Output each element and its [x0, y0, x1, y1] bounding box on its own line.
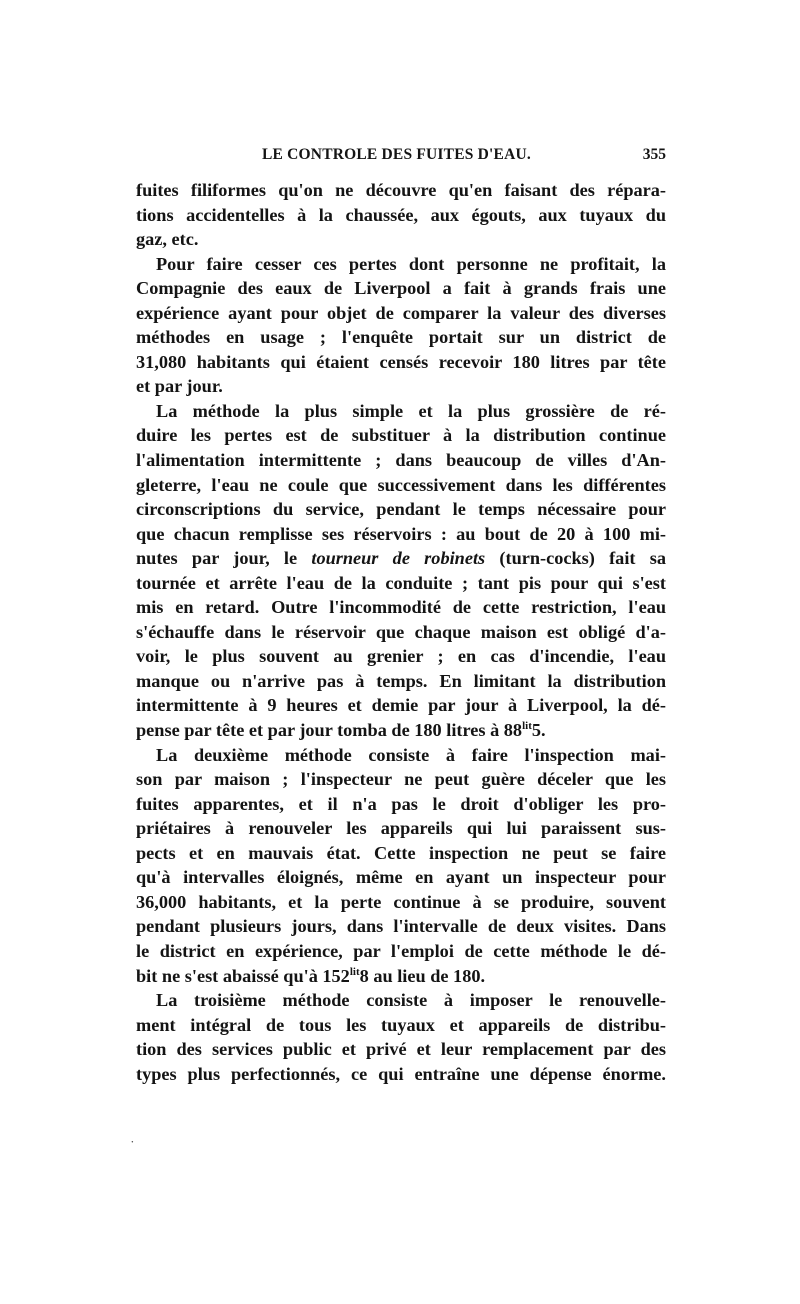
body-text: [136, 178, 666, 1086]
text-line: [136, 350, 666, 375]
text-line: [136, 743, 666, 768]
text-line: [136, 497, 666, 522]
line-text: La troisième méthode consiste à imposer le renouvelle-: [156, 990, 666, 1011]
line-text: voir, le plus souvent au grenier ; en cas d'incendie, l'eau: [136, 646, 666, 667]
line-text: gleterre, l'eau ne coule que successivement dans les différentes: [136, 474, 666, 495]
text-line: [136, 914, 666, 939]
text-line: [136, 595, 666, 620]
text-line: [136, 816, 666, 841]
text-line: [136, 988, 666, 1013]
text-line: [136, 325, 666, 350]
text-line: [136, 571, 666, 596]
line-text: La méthode la plus simple et la plus grossière de ré-: [156, 400, 666, 421]
line-text: expérience ayant pour objet de comparer la valeur des diverses: [136, 302, 666, 323]
line-text: qu'à intervalles éloignés, même en ayant un inspecteur pour: [136, 867, 666, 888]
line-text: Pour faire cesser ces pertes dont personne ne profitait, la: [156, 253, 666, 274]
line-text: que chacun remplisse ses réservoirs : au bout de 20 à 100 mi-: [136, 523, 666, 544]
text-line: [136, 841, 666, 866]
line-text: priétaires à renouveler les appareils qui lui paraissent sus-: [136, 818, 666, 839]
text-line: [136, 252, 666, 277]
page-number: 355: [642, 146, 666, 163]
line-text-before: bit ne s'est abaissé qu'à 152: [136, 965, 350, 986]
text-line: [136, 939, 666, 964]
running-title: LE CONTROLE DES FUITES D'EAU.: [262, 146, 531, 163]
text-line: [136, 718, 666, 743]
line-text: ment intégral de tous les tuyaux et appareils de distribu-: [136, 1014, 666, 1035]
line-text: le district en expérience, par l'emploi de cette méthode le dé-: [136, 940, 666, 961]
line-text: fuites filiformes qu'on ne découvre qu'en faisant des répara-: [136, 180, 666, 200]
line-text: tion des services public et privé et leur remplacement par des: [136, 1039, 666, 1060]
line-text-after: 8 au lieu de 180.: [359, 965, 486, 986]
text-line: [136, 865, 666, 890]
text-line: [136, 964, 666, 989]
text-line: [136, 448, 666, 473]
text-line: [136, 693, 666, 718]
line-text: son par maison ; l'inspecteur ne peut guère déceler que les: [136, 769, 666, 790]
line-text: fuites apparentes, et il n'a pas le droit d'obliger les pro-: [136, 793, 666, 814]
line-text: La deuxième méthode consiste à faire l'inspection mai-: [156, 744, 666, 765]
text-line: [136, 423, 666, 448]
line-text: 31,080 habitants qui étaient censés recevoir 180 litres par tête: [136, 351, 666, 372]
text-line: [136, 767, 666, 792]
line-text: 36,000 habitants, et la perte continue à se produire, souvent: [136, 891, 666, 912]
text-line: [136, 374, 666, 399]
text-line: [136, 792, 666, 817]
line-text: manque ou n'arrive pas à temps. En limitant la distribution: [136, 670, 666, 691]
line-text: Compagnie des eaux de Liverpool a fait à grands frais une: [136, 278, 666, 299]
line-text: mis en retard. Outre l'incommodité de cette restriction, l'eau: [136, 597, 666, 618]
line-text: types plus perfectionnés, ce qui entraîne une dépense énorme.: [136, 1063, 666, 1084]
unit-superscript: lit: [522, 719, 532, 732]
line-text: pendant plusieurs jours, dans l'intervalle de deux visites. Dans: [136, 916, 666, 937]
line-text-before: nutes par jour, le: [136, 548, 312, 569]
line-text: pects et en mauvais état. Cette inspection ne peut se faire: [136, 842, 666, 863]
line-text-before: pense par tête et par jour tomba de 180 litres à 88: [136, 720, 523, 741]
unit-superscript: lit: [349, 965, 360, 978]
line-text: duire les pertes est de substituer à la distribution continue: [136, 425, 666, 446]
page-header: [136, 146, 666, 170]
text-line: [136, 890, 666, 915]
text-line: [136, 399, 666, 424]
text-line: [136, 203, 666, 228]
text-line: [136, 227, 666, 252]
text-line: [136, 473, 666, 498]
line-text: intermittente à 9 heures et demie par jour à Liverpool, la dé-: [136, 695, 666, 716]
text-line: [136, 1013, 666, 1038]
text-line: [136, 276, 666, 301]
text-line: [136, 1062, 666, 1087]
text-line: [136, 301, 666, 326]
text-line: [136, 644, 666, 669]
line-text: méthodes en usage ; l'enquête portait sur un district de: [136, 327, 666, 348]
line-text: s'échauffe dans le réservoir que chaque maison est obligé d'a-: [136, 621, 666, 642]
line-text: tournée et arrête l'eau de la conduite ; tant pis pour qui s'est: [136, 572, 666, 593]
text-line: [136, 620, 666, 645]
text-line: [136, 1037, 666, 1062]
line-text-after: 5.: [531, 720, 546, 741]
line-text-italic: tourneur de robinets: [311, 548, 486, 569]
line-text-after: (turn-cocks) fait sa: [485, 548, 666, 569]
line-text: tions accidentelles à la chaussée, aux égouts, aux tuyaux du: [136, 204, 666, 225]
line-text: l'alimentation intermittente ; dans beaucoup de villes d'An-: [136, 450, 666, 471]
line-text: circonscriptions du service, pendant le temps nécessaire pour: [136, 499, 666, 520]
line-text: gaz, etc.: [136, 229, 199, 250]
text-line: [136, 669, 666, 694]
text-line: [136, 522, 666, 547]
stray-ink-mark: ˙: [130, 1139, 135, 1154]
text-line: [136, 178, 666, 203]
text-line: [136, 546, 666, 571]
line-text: et par jour.: [136, 376, 223, 397]
